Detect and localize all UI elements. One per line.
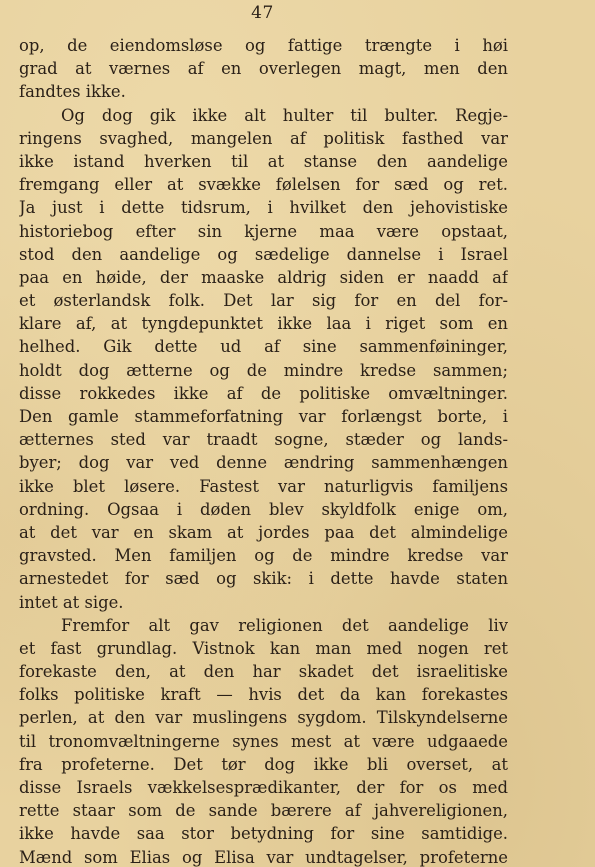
text-line: disse Israels vækkelsesprædikanter, der for os med	[19, 778, 508, 797]
text-line: et østerlandsk folk. Det lar sig for en del for-	[19, 291, 508, 311]
text-line: arnestedet for sæd og skik: i dette havde staten	[19, 569, 508, 589]
text-line: at det var en skam at jordes paa det almindelige	[19, 522, 508, 542]
text-line: ikke blet løsere. Fastest var naturligvis familjens	[19, 476, 508, 496]
text-line: fremgang eller at svække følelsen for sæd og ret.	[19, 175, 508, 195]
text-line: disse rokkedes ikke af de politiske omvæltninger.	[19, 383, 508, 403]
text-line: byer; dog var ved denne ændring sammenhængen	[19, 453, 508, 473]
text-line: perlen, at den var muslingens sygdom. Tilskyndelserne	[19, 708, 508, 728]
text-line: folks politiske kraft — hvis det da kan forekastes	[19, 685, 508, 705]
text-line: grad at værnes af en overlegen magt, men den	[19, 59, 508, 79]
page-number: 47	[251, 3, 274, 23]
text-line: fandtes ikke.	[19, 82, 126, 102]
text-line: forekaste den, at den har skadet det israelitiske	[19, 662, 508, 682]
text-line: ætternes sted var traadt sogne, stæder og lands-	[19, 430, 508, 450]
text-line: ordning. Ogsaa i døden blev skyldfolk enige om,	[19, 499, 508, 519]
paragraph-start-line: Fremfor alt gav religionen det aandelige liv	[61, 615, 508, 635]
paragraph-start-line: Og dog gik ikke alt hulter til bulter. Regje-	[61, 105, 508, 125]
text-line: intet at sige.	[19, 592, 124, 612]
text-line: paa en høide, der maaske aldrig siden er naadd af	[19, 267, 508, 287]
text-line: klare af, at tyngdepunktet ikke laa i riget som en	[19, 314, 508, 334]
text-line: gravsted. Men familjen og de mindre kredse var	[19, 546, 508, 566]
text-line: op, de eiendomsløse og fattige trængte i høi	[19, 36, 508, 55]
text-line: rette staar som de sande bærere af jahvereligionen,	[19, 801, 508, 821]
text-line: stod den aandelige og sædelige dannelse i Israel	[19, 244, 508, 264]
text-line: ringens svaghed, mangelen af politisk fasthed var	[19, 128, 508, 148]
text-line: ikke havde saa stor betydning for sine samtidige.	[19, 824, 508, 844]
text-line: til tronomvæltningerne synes mest at være udgaaede	[19, 731, 508, 751]
text-line: holdt dog ætterne og de mindre kredse sammen;	[19, 360, 508, 380]
text-line: et fast grundlag. Vistnok kan man med nogen ret	[19, 638, 508, 658]
text-line: helhed. Gik dette ud af sine sammenføininger,	[19, 337, 508, 357]
body-text	[19, 34, 508, 867]
text-line: historiebog efter sin kjerne maa være opstaat,	[19, 221, 508, 241]
text-line: Mænd som Elias og Elisa var undtagelser, profeterne	[19, 847, 508, 867]
text-line: ikke istand hverken til at stanse den aandelige	[19, 151, 508, 171]
text-line: Ja just i dette tidsrum, i hvilket den jehovistiske	[19, 198, 508, 218]
text-line: Den gamle stammeforfatning var forlængst borte, i	[19, 407, 508, 426]
text-line: fra profeterne. Det tør dog ikke bli overset, at	[19, 754, 508, 774]
